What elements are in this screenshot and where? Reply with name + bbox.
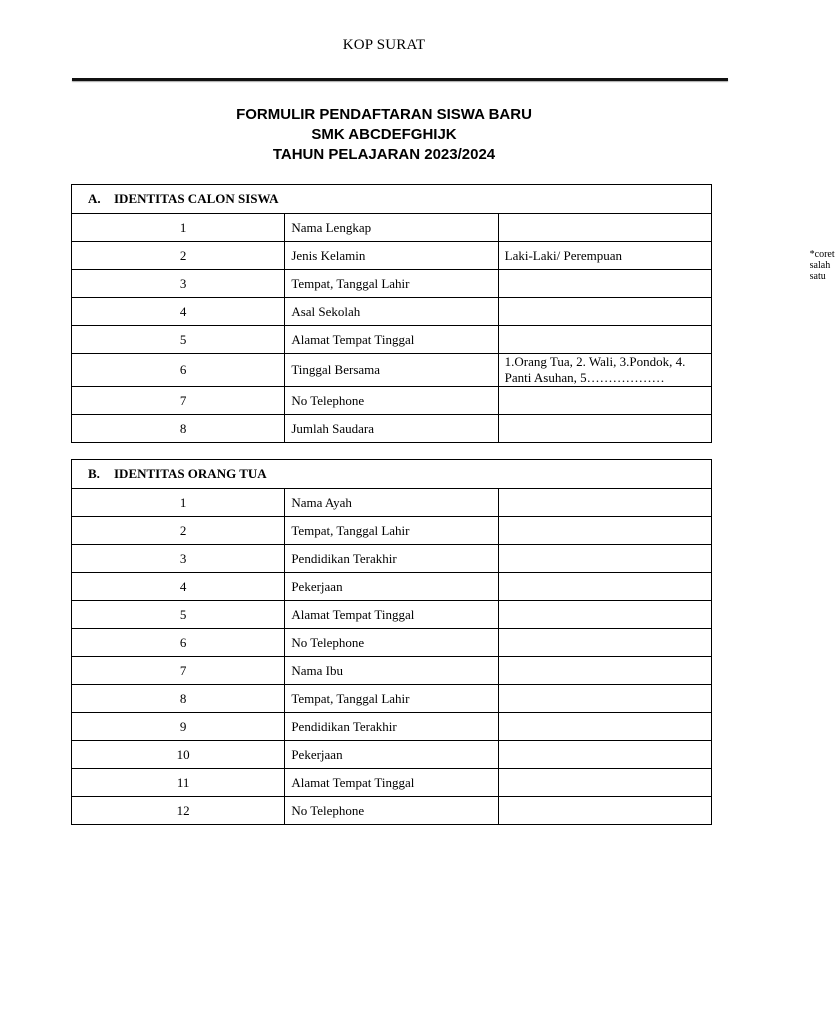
section-letter: A. bbox=[88, 191, 101, 206]
row-number: 7 bbox=[72, 387, 285, 415]
row-label: Pekerjaan bbox=[285, 573, 498, 601]
mother-name-field[interactable] bbox=[498, 657, 711, 685]
father-phone-field[interactable] bbox=[498, 629, 711, 657]
row-number: 5 bbox=[72, 601, 285, 629]
father-occupation-field[interactable] bbox=[498, 573, 711, 601]
birth-place-date-field[interactable] bbox=[498, 270, 711, 298]
father-name-field[interactable] bbox=[498, 489, 711, 517]
mother-occupation-field[interactable] bbox=[498, 741, 711, 769]
table-row bbox=[72, 769, 712, 797]
row-label: Pendidikan Terakhir bbox=[285, 713, 498, 741]
row-number: 9 bbox=[72, 713, 285, 741]
table-row bbox=[72, 298, 712, 326]
student-identity-table bbox=[71, 184, 835, 443]
row-number: 6 bbox=[72, 629, 285, 657]
previous-school-field[interactable] bbox=[498, 298, 711, 326]
row-label: No Telephone bbox=[285, 629, 498, 657]
father-education-field[interactable] bbox=[498, 545, 711, 573]
row-label: Tempat, Tanggal Lahir bbox=[285, 517, 498, 545]
table-row bbox=[72, 797, 712, 825]
section-header-row bbox=[72, 185, 712, 214]
row-number: 11 bbox=[72, 769, 285, 797]
row-label: Nama Ibu bbox=[285, 657, 498, 685]
row-label: Tempat, Tanggal Lahir bbox=[285, 685, 498, 713]
row-label: Asal Sekolah bbox=[285, 298, 498, 326]
letterhead-placeholder: KOP SURAT bbox=[342, 37, 426, 53]
table-row bbox=[72, 517, 712, 545]
section-header-row bbox=[72, 460, 712, 489]
mother-phone-field[interactable] bbox=[498, 797, 711, 825]
parent-identity-table bbox=[71, 459, 712, 825]
section-title: IDENTITAS ORANG TUA bbox=[114, 466, 267, 481]
table-row bbox=[72, 657, 712, 685]
row-number: 4 bbox=[72, 573, 285, 601]
gender-field[interactable] bbox=[498, 242, 835, 282]
row-number: 2 bbox=[72, 517, 285, 545]
section-letter: B. bbox=[88, 466, 100, 481]
header-divider bbox=[72, 78, 728, 81]
table-row bbox=[72, 415, 712, 443]
table-row bbox=[72, 685, 712, 713]
phone-field[interactable] bbox=[498, 387, 711, 415]
row-number: 10 bbox=[72, 741, 285, 769]
school-name: SMK ABCDEFGHIJK bbox=[311, 126, 457, 143]
row-number: 3 bbox=[72, 270, 285, 298]
mother-education-field[interactable] bbox=[498, 713, 711, 741]
table-row bbox=[72, 601, 712, 629]
academic-year: TAHUN PELAJARAN 2023/2024 bbox=[272, 146, 496, 163]
mother-address-field[interactable] bbox=[498, 769, 711, 797]
row-number: 8 bbox=[72, 685, 285, 713]
address-field[interactable] bbox=[498, 326, 711, 354]
table-row bbox=[72, 354, 712, 387]
form-title: FORMULIR PENDAFTARAN SISWA BARU bbox=[236, 106, 532, 123]
table-row bbox=[72, 326, 712, 354]
table-row bbox=[72, 270, 712, 298]
row-label: Tinggal Bersama bbox=[285, 354, 498, 387]
father-address-field[interactable] bbox=[498, 601, 711, 629]
full-name-field[interactable] bbox=[498, 214, 711, 242]
cross-out-note: *coret salah satu bbox=[809, 248, 835, 282]
row-number: 12 bbox=[72, 797, 285, 825]
row-label: Jumlah Saudara bbox=[285, 415, 498, 443]
living-with-field[interactable]: 1.Orang Tua, 2. Wali, 3.Pondok, 4. Panti Asuhan, 5……………… bbox=[498, 354, 711, 387]
row-number: 3 bbox=[72, 545, 285, 573]
table-row bbox=[72, 573, 712, 601]
gender-options: Laki-Laki/ Perempuan bbox=[504, 247, 622, 263]
row-label: Alamat Tempat Tinggal bbox=[285, 769, 498, 797]
table-row bbox=[72, 741, 712, 769]
table-row bbox=[72, 214, 712, 242]
row-label: Nama Ayah bbox=[285, 489, 498, 517]
section-title: IDENTITAS CALON SISWA bbox=[114, 191, 279, 206]
table-row bbox=[72, 489, 712, 517]
row-number: 4 bbox=[72, 298, 285, 326]
table-row bbox=[72, 387, 712, 415]
row-label: Alamat Tempat Tinggal bbox=[285, 326, 498, 354]
section-a-heading bbox=[72, 185, 712, 214]
siblings-count-field[interactable] bbox=[498, 415, 711, 443]
row-number: 1 bbox=[72, 489, 285, 517]
row-label: No Telephone bbox=[285, 387, 498, 415]
mother-birth-field[interactable] bbox=[498, 685, 711, 713]
row-label: Jenis Kelamin bbox=[285, 242, 498, 270]
row-number: 6 bbox=[72, 354, 285, 387]
row-label: Pekerjaan bbox=[285, 741, 498, 769]
section-b-heading bbox=[72, 460, 712, 489]
row-label: Pendidikan Terakhir bbox=[285, 545, 498, 573]
row-number: 8 bbox=[72, 415, 285, 443]
table-row bbox=[72, 713, 712, 741]
table-row bbox=[72, 629, 712, 657]
row-number: 7 bbox=[72, 657, 285, 685]
row-number: 2 bbox=[72, 242, 285, 270]
table-row bbox=[72, 545, 712, 573]
father-birth-field[interactable] bbox=[498, 517, 711, 545]
row-label: No Telephone bbox=[285, 797, 498, 825]
form-title-block bbox=[0, 105, 768, 165]
row-number: 1 bbox=[72, 214, 285, 242]
row-label: Tempat, Tanggal Lahir bbox=[285, 270, 498, 298]
row-label: Alamat Tempat Tinggal bbox=[285, 601, 498, 629]
row-label: Nama Lengkap bbox=[285, 214, 498, 242]
row-number: 5 bbox=[72, 326, 285, 354]
table-row bbox=[72, 242, 712, 270]
